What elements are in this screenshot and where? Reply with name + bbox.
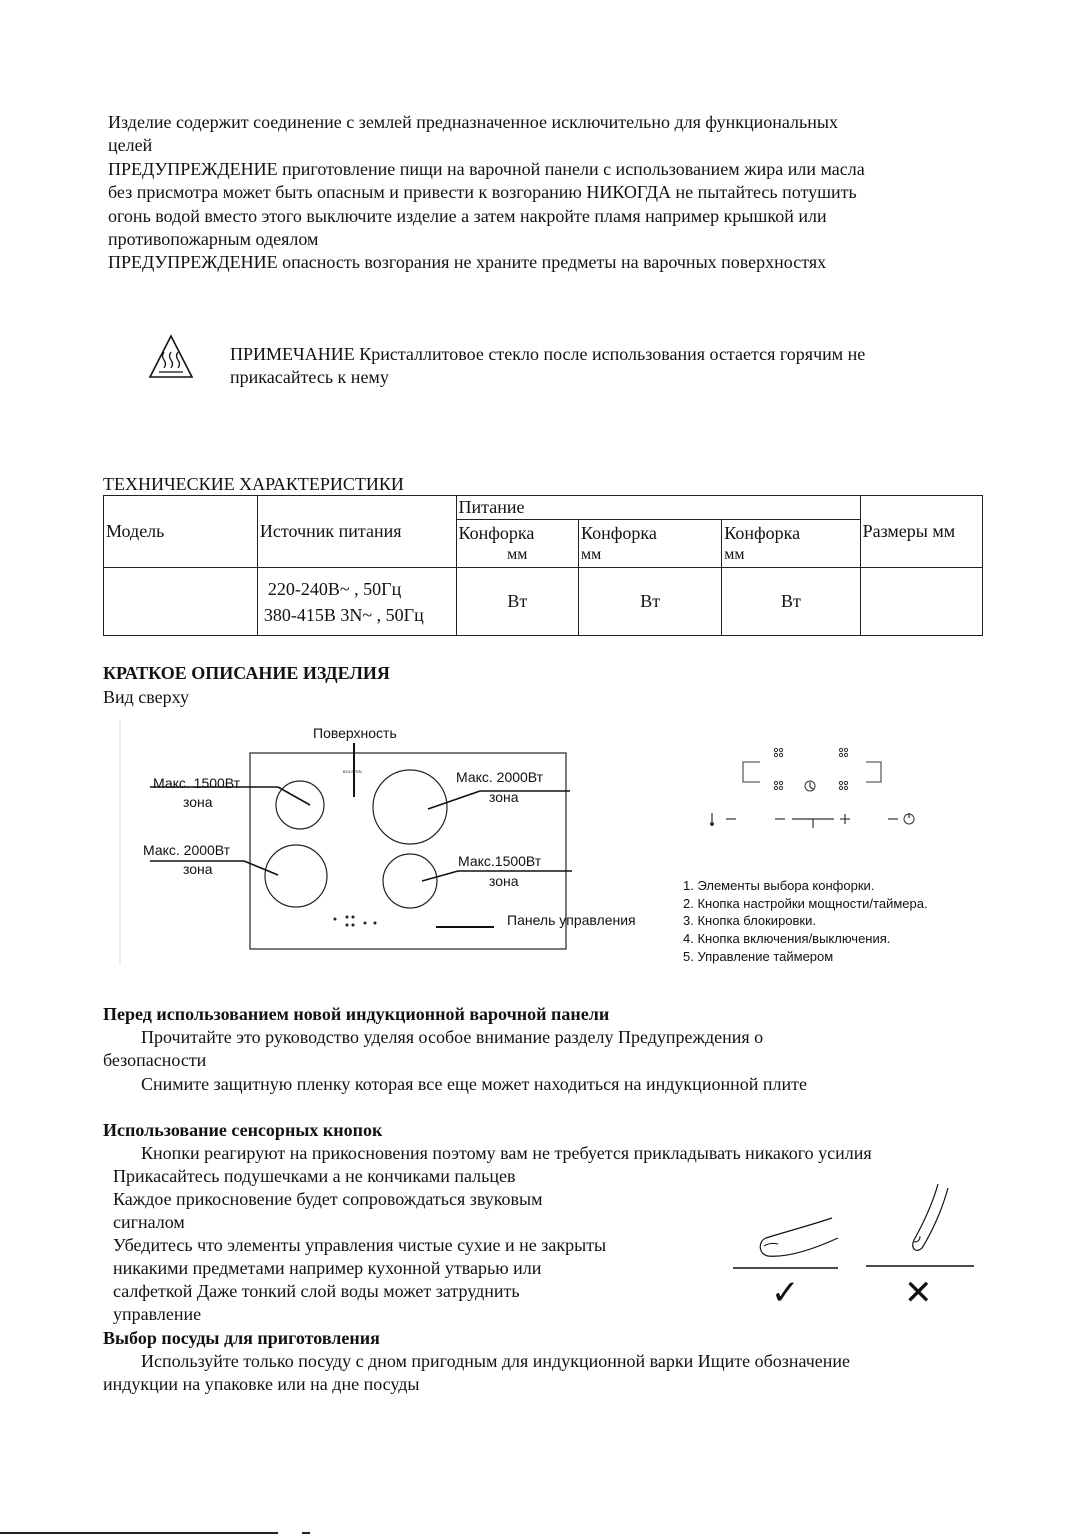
label-zone-tl-word: зона [183,794,213,810]
header-burner-2 [579,520,722,568]
zone-bottom-right [383,854,437,908]
touch-line-3: Каждое прикосновение будет сопровождаться звуковым [113,1189,543,1209]
legend-item-4: 4. Кнопка включения/выключения. [683,931,891,946]
label-surface: Поверхность [313,725,397,741]
touch-line-2: Прикасайтесь подушечками а не кончиками пальцев [113,1166,516,1186]
header-size: Размеры мм [860,496,982,568]
header-model: Модель [104,496,258,568]
intro-line-2: целей [108,135,153,155]
cookware-title: Выбор посуды для приготовления [103,1328,380,1348]
finger-pad-icon [760,1218,838,1256]
before-use-line-1: Прочитайте это руководство уделяя особое внимание разделу Предупреждения о [141,1027,764,1047]
cell-model [104,568,258,636]
header-source: Источник питания [257,496,456,568]
finger-touch-illustration [728,1182,978,1272]
control-panel-diagram [700,740,930,835]
burner-2-label: Конфорка [581,522,657,543]
overview-title: КРАТКОЕ ОПИСАНИЕ ИЗДЕЛИЯ [103,663,390,683]
source-line-1: 220-240В~ , 50Гц [267,578,402,599]
cell-burner-2: Вт [579,568,722,636]
specs-title: ТЕХНИЧЕСКИЕ ХАРАКТЕРИСТИКИ [103,474,404,494]
label-zone-bl-word: зона [183,861,213,877]
before-use-title: Перед использованием новой индукционной варочной панели [103,1004,610,1024]
touch-line-6: никакими предметами например кухонной утварью или [113,1258,542,1278]
before-use-line-2: безопасности [103,1050,207,1070]
legend-item-5: 5. Управление таймером [683,949,834,964]
label-zone-tr-word: зона [489,789,519,805]
label-zone-tl-max: Макс. 1500Вт [153,775,241,791]
legend-item-2: 2. Кнопка настройки мощности/таймера. [683,896,928,911]
label-zone-br-word: зона [489,873,519,889]
cookware-line-1: Используйте только посуду с дном пригодным для индукционной варки Ищите обозначение [141,1351,851,1371]
legend-item-1: 1. Элементы выбора конфорки. [683,878,875,893]
cell-size [860,568,982,636]
intro-line-4: без присмотра может быть опасным и привести к возгоранию НИКОГДА не пытайтесь потушить [108,182,857,202]
intro-line-1: Изделие содержит соединение с землей предназначенное исключительно для функциональных [108,112,838,132]
intro-line-6: противопожарным одеялом [108,229,319,249]
burner-1-label: Конфорка [458,522,535,543]
legend-item-3: 3. Кнопка блокировки. [683,913,816,928]
intro-line-5: огонь водой вместо этого выключите изделие а затем накройте пламя например крышкой или [108,206,827,226]
touch-line-5: Убедитесь что элементы управления чистые сухие и не закрыты [113,1235,607,1255]
hob-brand-logo: BOLSTEN [343,769,362,774]
burner-3-label: Конфорка [724,522,801,543]
intro-line-7: ПРЕДУПРЕЖДЕНИЕ опасность возгорания не храните предметы на варочных поверхностях [108,252,827,272]
specs-table [103,495,983,636]
touch-line-8: управление [113,1304,202,1324]
correct-check-icon: ✓ [771,1273,800,1313]
note-line-2: прикасайтесь к нему [230,367,389,387]
touch-title: Использование сенсорных кнопок [103,1120,383,1140]
footer-rule [0,1532,278,1534]
overview-subtitle: Вид сверху [103,687,189,707]
hot-surface-warning-icon [148,334,194,380]
cookware-line-2: индукции на упаковке или на дне посуды [103,1374,420,1394]
header-burner-3 [722,520,860,568]
touch-line-4: сигналом [113,1212,185,1232]
burner-2-unit: мм [581,545,602,563]
touch-line-1: Кнопки реагируют на прикосновения поэтому вам не требуется прикладывать никакого усилия [141,1143,872,1163]
header-burner-1 [456,520,579,568]
header-power: Питание [456,496,860,520]
zone-bottom-left [265,845,327,907]
footer-mark [302,1532,310,1534]
source-line-2: 380-415В 3N~ , 50Гц [263,604,424,625]
label-zone-bl-max: Макс. 2000Вт [143,842,231,858]
cell-burner-3: Вт [722,568,860,636]
before-use-line-3: Снимите защитную пленку которая все еще может находиться на индукционной плите [141,1074,807,1094]
wrong-cross-icon: ✕ [904,1273,933,1313]
label-control-panel: Панель управления [507,912,636,928]
touch-line-7: салфеткой Даже тонкий слой воды может затруднить [113,1281,520,1301]
label-zone-br-max: Макс.1500Вт [458,853,542,869]
cell-source [257,568,456,636]
cell-burner-1: Вт [456,568,579,636]
zone-top-left [276,781,324,829]
burner-1-unit: мм [507,545,528,563]
note-line-1: ПРИМЕЧАНИЕ Кристаллитовое стекло после использования остается горячим не [230,344,866,364]
intro-line-3: ПРЕДУПРЕЖДЕНИЕ приготовление пищи на варочной панели с использованием жира или масла [108,159,865,179]
burner-3-unit: мм [724,545,745,563]
label-zone-tr-max: Макс. 2000Вт [456,769,544,785]
